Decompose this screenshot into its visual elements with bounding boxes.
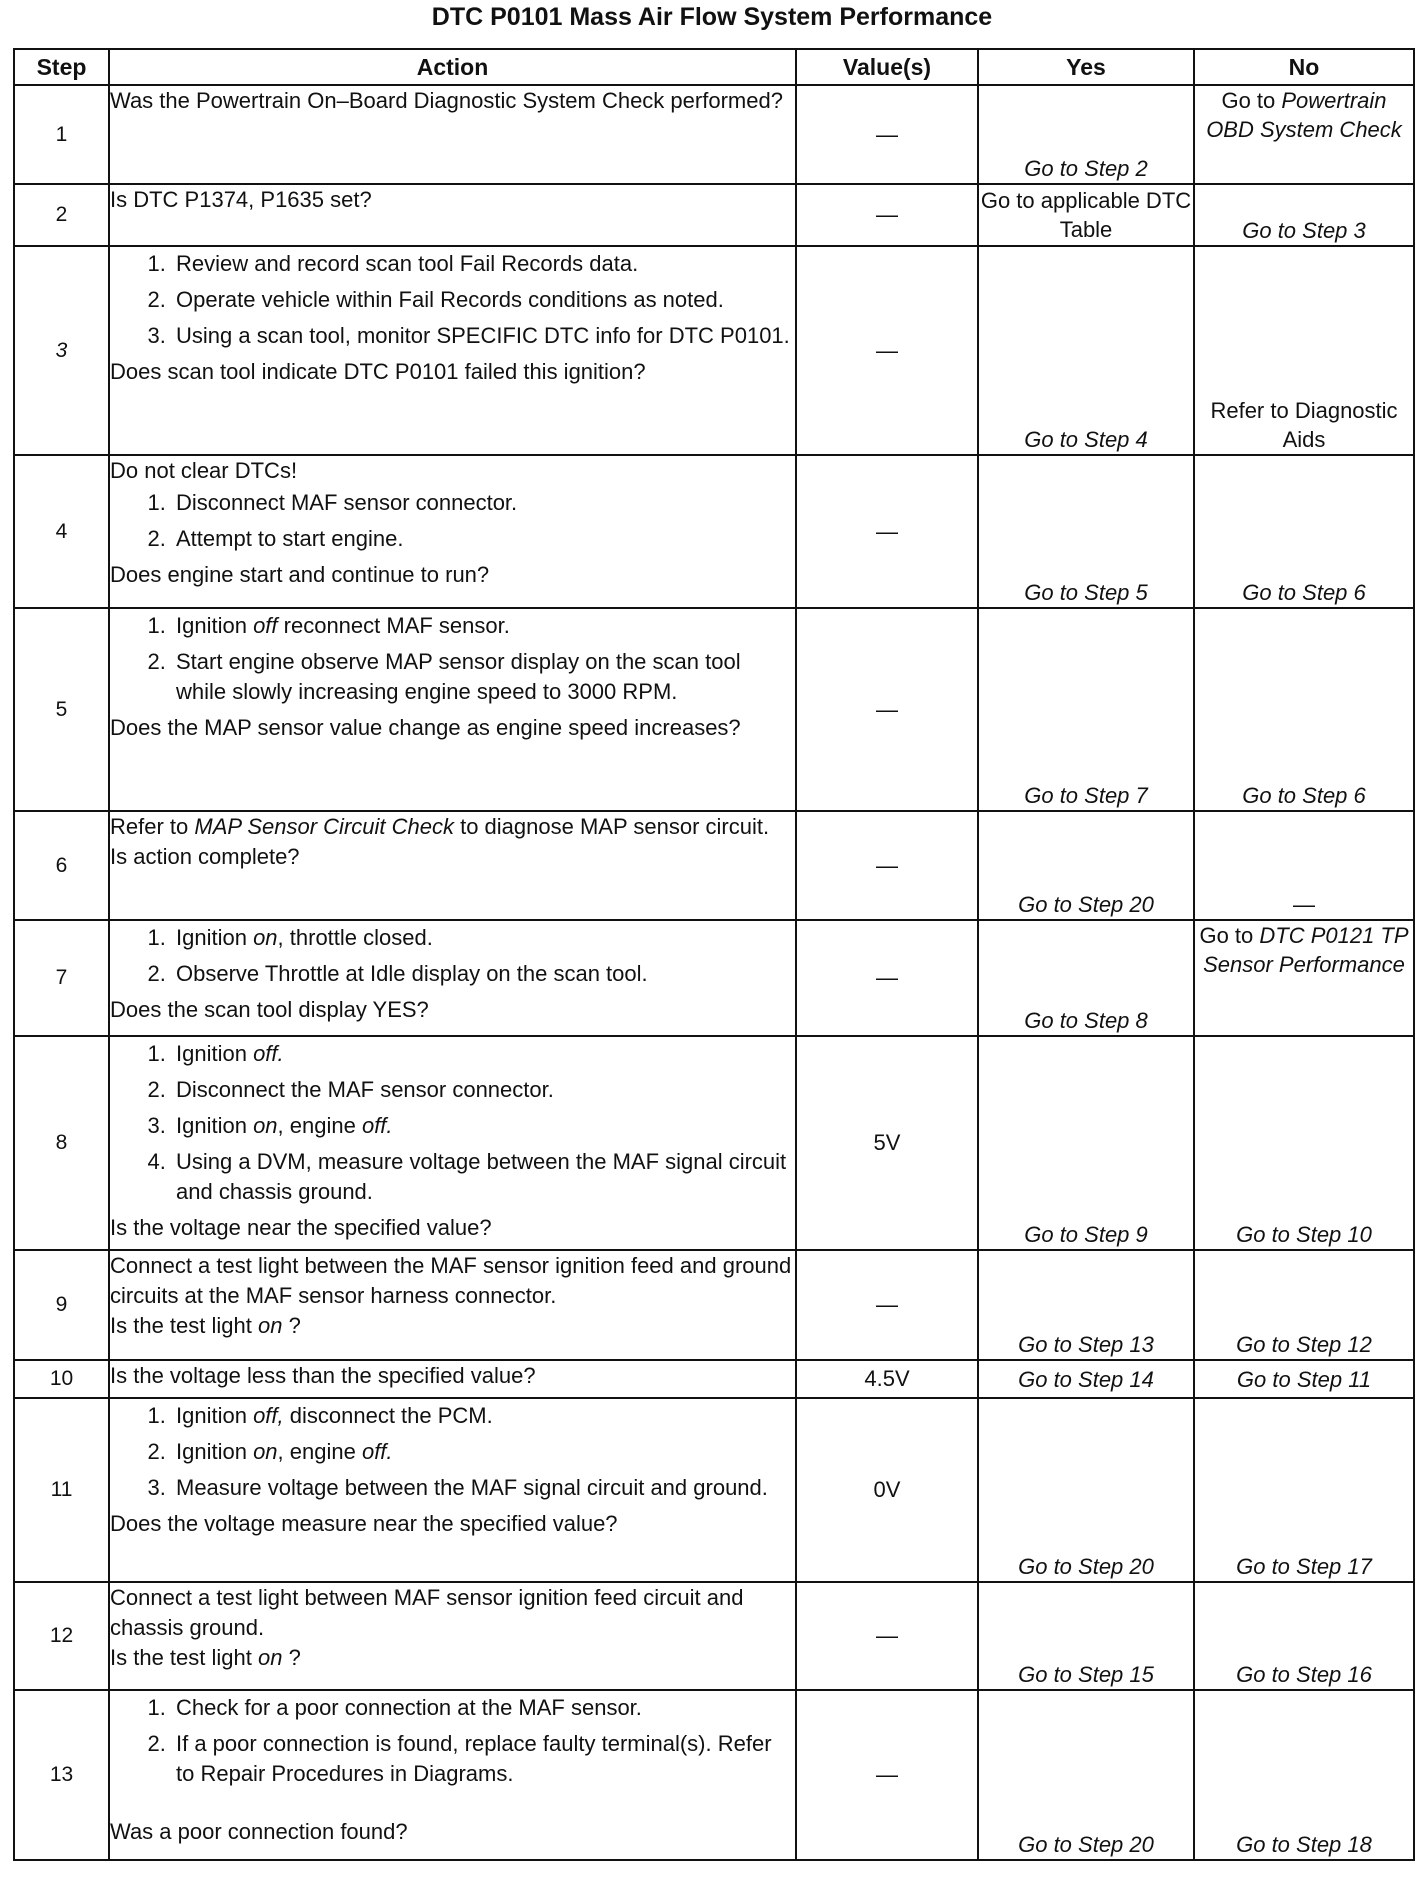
item-text: disconnect the PCM.	[283, 1403, 493, 1428]
yes-text: Go to Step 13	[1018, 1332, 1154, 1357]
procedure-item	[172, 923, 795, 953]
yes-cell	[978, 1582, 1194, 1690]
header-no: No	[1194, 49, 1414, 85]
no-cell	[1194, 1360, 1414, 1398]
action-text: Is DTC P1374, P1635 set?	[110, 187, 372, 212]
table-row	[14, 1398, 1414, 1582]
no-cell	[1194, 1398, 1414, 1582]
action-cell	[109, 455, 796, 608]
item-text: , engine	[277, 1439, 362, 1464]
action-question: Does engine start and continue to run?	[110, 562, 490, 587]
item-text: Ignition	[176, 1439, 254, 1464]
yes-cell	[978, 246, 1194, 455]
yes-text: Go to Step 7	[1024, 783, 1148, 808]
item-emphasis: off.	[361, 1113, 393, 1138]
procedure-list	[110, 923, 795, 989]
no-text: Go to	[1221, 88, 1282, 113]
action-reference: MAP Sensor Circuit Check	[194, 814, 454, 839]
question-emphasis: on	[257, 1645, 283, 1670]
procedure-item: 2. Start engine observe MAP sensor display on the scan tool while slowly increasing engine speed to 3000 RPM.	[172, 647, 795, 707]
value-cell: 4.5V	[796, 1360, 978, 1398]
action-question	[110, 1643, 795, 1673]
table-row	[14, 1250, 1414, 1360]
yes-text: Go to Step 4	[1024, 427, 1148, 452]
yes-cell	[978, 920, 1194, 1036]
table-row	[14, 811, 1414, 920]
item-emphasis: off.	[361, 1439, 393, 1464]
procedure-item: 2. Disconnect the MAF sensor connector.	[172, 1075, 795, 1105]
yes-cell	[978, 608, 1194, 811]
no-cell	[1194, 1250, 1414, 1360]
header-action: Action	[109, 49, 796, 85]
spacer	[110, 1795, 795, 1817]
procedure-item	[172, 1039, 795, 1069]
action-cell	[109, 1398, 796, 1582]
yes-cell	[978, 1036, 1194, 1250]
procedure-list	[110, 1401, 795, 1503]
table-row	[14, 1360, 1414, 1398]
table-row	[14, 1690, 1414, 1860]
step-number: 12	[14, 1582, 109, 1690]
no-text: Go to Step 18	[1236, 1832, 1372, 1857]
action-text: Do not clear DTCs!	[110, 458, 298, 483]
no-link-text: Powertrain OBD System Check	[1206, 88, 1402, 142]
item-emphasis: on	[253, 1113, 278, 1138]
procedure-item: 1. Check for a poor connection at the MAF sensor.	[172, 1693, 795, 1723]
action-question: Does scan tool indicate DTC P0101 failed this ignition?	[110, 359, 646, 384]
procedure-item: 3. Measure voltage between the MAF signal circuit and ground.	[172, 1473, 795, 1503]
action-cell	[109, 85, 796, 184]
procedure-list	[110, 249, 795, 351]
yes-cell	[978, 1690, 1194, 1860]
action-cell	[109, 246, 796, 455]
value-cell: —	[796, 246, 978, 455]
step-number: 1	[14, 85, 109, 184]
yes-text: Go to applicable DTC Table	[980, 188, 1192, 242]
procedure-list	[110, 1693, 795, 1789]
action-question: Is the voltage near the specified value?	[110, 1215, 492, 1240]
step-number: 9	[14, 1250, 109, 1360]
no-text: Go to Step 6	[1242, 580, 1366, 605]
table-row	[14, 1036, 1414, 1250]
step-number: 2	[14, 184, 109, 246]
no-cell	[1194, 85, 1414, 184]
item-emphasis: off,	[253, 1403, 284, 1428]
procedure-item	[172, 1437, 795, 1467]
no-cell	[1194, 608, 1414, 811]
no-text: Go to	[1199, 923, 1260, 948]
yes-text: Go to Step 9	[1024, 1222, 1148, 1247]
no-text: Go to Step 12	[1236, 1332, 1372, 1357]
page-title: DTC P0101 Mass Air Flow System Performance	[431, 3, 993, 31]
value-cell: —	[796, 184, 978, 246]
no-cell	[1194, 920, 1414, 1036]
action-cell	[109, 1582, 796, 1690]
procedure-item	[172, 611, 795, 641]
action-text-part: to diagnose MAP sensor circuit.	[453, 814, 770, 839]
step-number: 5	[14, 608, 109, 811]
question-emphasis: on	[257, 1313, 283, 1338]
action-text: Connect a test light between MAF sensor ignition feed circuit and chassis ground.	[110, 1585, 744, 1640]
action-cell	[109, 1036, 796, 1250]
action-text: Was the Powertrain On–Board Diagnostic System Check performed?	[110, 88, 783, 113]
table-row	[14, 1582, 1414, 1690]
procedure-item: 1. Disconnect MAF sensor connector.	[172, 488, 795, 518]
step-number: 10	[14, 1360, 109, 1398]
yes-cell	[978, 1250, 1194, 1360]
yes-cell	[978, 1398, 1194, 1582]
step-number: 6	[14, 811, 109, 920]
yes-text: Go to Step 20	[1018, 1832, 1154, 1857]
step-number: 4	[14, 455, 109, 608]
action-cell	[109, 608, 796, 811]
action-question: Does the voltage measure near the specified value?	[110, 1511, 618, 1536]
action-cell	[109, 1250, 796, 1360]
no-cell	[1194, 1582, 1414, 1690]
value-cell: —	[796, 1690, 978, 1860]
value-cell: 5V	[796, 1036, 978, 1250]
item-text: Ignition	[176, 925, 254, 950]
header-value: Value(s)	[796, 49, 978, 85]
action-question: Does the scan tool display YES?	[110, 997, 429, 1022]
step-number	[14, 246, 109, 455]
item-text: , throttle closed.	[277, 925, 433, 950]
item-text: Ignition	[176, 1403, 254, 1428]
step-number-text: 3	[55, 338, 68, 362]
action-question: Does the MAP sensor value change as engine speed increases?	[110, 715, 741, 740]
item-text: reconnect MAF sensor.	[277, 613, 510, 638]
no-cell	[1194, 184, 1414, 246]
value-cell: —	[796, 811, 978, 920]
step-number: 7	[14, 920, 109, 1036]
no-link-text: DTC P0121 TP Sensor Performance	[1203, 923, 1409, 977]
action-question: Was a poor connection found?	[110, 1819, 408, 1844]
step-number: 8	[14, 1036, 109, 1250]
item-emphasis: on	[253, 925, 278, 950]
no-text: Go to Step 10	[1236, 1222, 1372, 1247]
yes-text: Go to Step 15	[1018, 1662, 1154, 1687]
no-text: Go to Step 3	[1242, 218, 1366, 243]
procedure-item: 2. If a poor connection is found, replace faulty terminal(s). Refer to Repair Procedures in Diagrams.	[172, 1729, 795, 1789]
procedure-item: 1. Review and record scan tool Fail Records data.	[172, 249, 795, 279]
no-cell	[1194, 1036, 1414, 1250]
yes-cell	[978, 85, 1194, 184]
yes-cell	[978, 1360, 1194, 1398]
item-text: , engine	[277, 1113, 362, 1138]
header-yes: Yes	[978, 49, 1194, 85]
diagnostic-table	[13, 48, 1415, 1861]
table-row	[14, 920, 1414, 1036]
no-text: Go to Step 17	[1236, 1554, 1372, 1579]
procedure-list	[110, 488, 795, 554]
action-cell	[109, 811, 796, 920]
action-text	[110, 812, 795, 842]
value-cell: —	[796, 608, 978, 811]
yes-text: Go to Step 14	[1018, 1366, 1154, 1392]
action-cell	[109, 184, 796, 246]
value-cell: —	[796, 920, 978, 1036]
no-text: Go to Step 11	[1236, 1366, 1372, 1392]
header-step: Step	[14, 49, 109, 85]
item-text: Ignition	[176, 613, 254, 638]
question-text: ?	[282, 1313, 301, 1338]
action-cell	[109, 1360, 796, 1398]
value-cell: —	[796, 1250, 978, 1360]
item-text: Ignition	[176, 1113, 254, 1138]
yes-text: Go to Step 20	[1018, 1554, 1154, 1579]
yes-cell	[978, 811, 1194, 920]
question-text: ?	[282, 1645, 301, 1670]
value-cell: —	[796, 1582, 978, 1690]
yes-text: Go to Step 2	[1024, 156, 1148, 181]
action-cell	[109, 1690, 796, 1860]
procedure-item: 2. Observe Throttle at Idle display on the scan tool.	[172, 959, 795, 989]
item-emphasis: on	[253, 1439, 278, 1464]
table-row	[14, 455, 1414, 608]
item-emphasis: off	[253, 613, 278, 638]
action-question	[110, 1311, 795, 1341]
action-text: Connect a test light between the MAF sensor ignition feed and ground circuits at the MAF sensor harness connector.	[110, 1253, 792, 1308]
no-cell	[1194, 246, 1414, 455]
yes-text: Go to Step 8	[1024, 1008, 1148, 1033]
action-text-part: Refer to	[110, 814, 195, 839]
table-row	[14, 85, 1414, 184]
procedure-list	[110, 1039, 795, 1207]
value-cell: 0V	[796, 1398, 978, 1582]
value-cell: —	[796, 455, 978, 608]
item-emphasis: off.	[253, 1041, 284, 1066]
procedure-item	[172, 1111, 795, 1141]
procedure-item: 2. Attempt to start engine.	[172, 524, 795, 554]
value-cell: —	[796, 85, 978, 184]
action-cell	[109, 920, 796, 1036]
question-text: Is the test light	[110, 1313, 258, 1338]
procedure-item	[172, 1401, 795, 1431]
no-cell	[1194, 811, 1414, 920]
procedure-list	[110, 611, 795, 707]
table-row	[14, 608, 1414, 811]
yes-text: Go to Step 5	[1024, 580, 1148, 605]
procedure-item: 2. Operate vehicle within Fail Records conditions as noted.	[172, 285, 795, 315]
no-text: Go to Step 16	[1236, 1662, 1372, 1687]
action-question: Is action complete?	[110, 844, 300, 869]
procedure-item: 4. Using a DVM, measure voltage between the MAF signal circuit and chassis ground.	[172, 1147, 795, 1207]
item-text: Ignition	[176, 1041, 254, 1066]
yes-text: Go to Step 20	[1018, 892, 1154, 917]
yes-cell	[978, 184, 1194, 246]
no-cell	[1194, 1690, 1414, 1860]
no-text: Refer to Diagnostic Aids	[1210, 398, 1398, 452]
no-cell	[1194, 455, 1414, 608]
step-number: 11	[14, 1398, 109, 1582]
question-text: Is the test light	[110, 1645, 258, 1670]
no-text: —	[1293, 892, 1315, 917]
table-row	[14, 184, 1414, 246]
step-number: 13	[14, 1690, 109, 1860]
procedure-item: 3. Using a scan tool, monitor SPECIFIC DTC info for DTC P0101.	[172, 321, 795, 351]
yes-cell	[978, 455, 1194, 608]
action-text: Is the voltage less than the specified value?	[110, 1363, 536, 1388]
no-text: Go to Step 6	[1242, 783, 1366, 808]
header-row	[14, 49, 1414, 85]
table-row	[14, 246, 1414, 455]
